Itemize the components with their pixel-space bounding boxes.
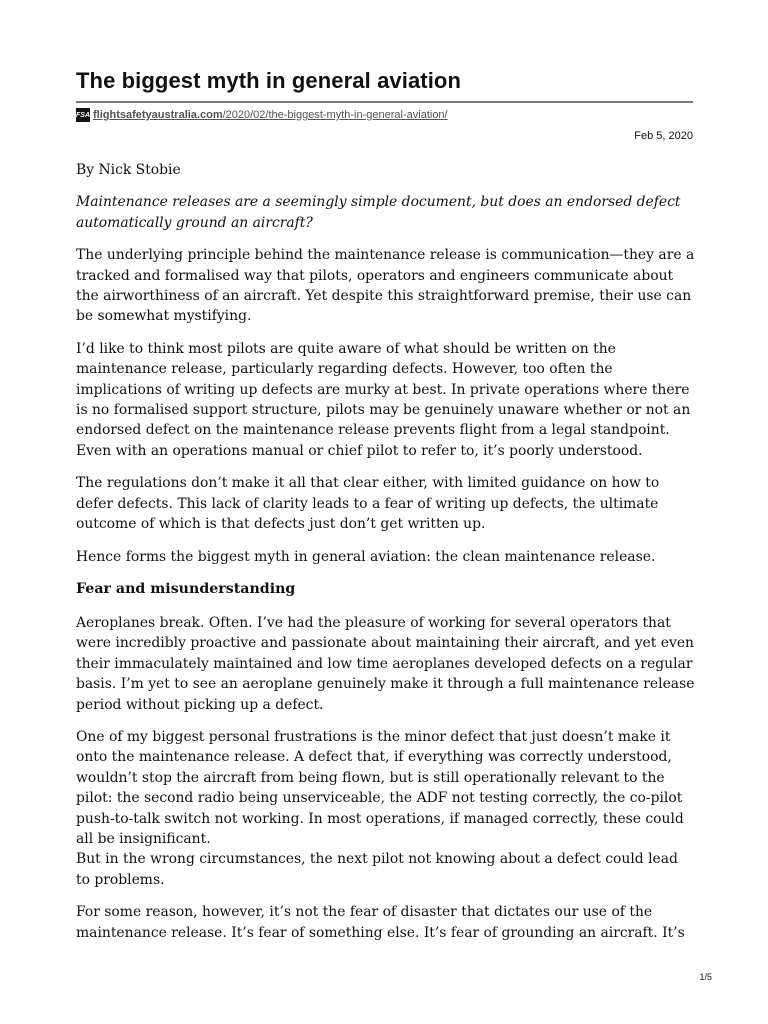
article-body: [76, 160, 696, 955]
lead-paragraph: Maintenance releases are a seemingly simple document, but does an endorsed defect automatically ground an aircraft?: [76, 194, 681, 231]
source-path: /2020/02/the-biggest-myth-in-general-aviation/: [222, 109, 448, 121]
source-line: [76, 108, 448, 122]
paragraph: But in the wrong circumstances, the next pilot not knowing about a defect could lead to problems.: [76, 851, 678, 888]
paragraph: One of my biggest personal frustrations is the minor defect that just doesn’t make it onto the maintenance release. A defect that, if everything was correctly understood, wouldn’t stop the aircraft from being flown, but is still operationally relevant to the pilot: the second radio being unserviceable, the ADF not testing correctly, the co-pilot push-to-talk switch not working. In most operations, if managed correctly, these could all be insignificant.: [76, 728, 684, 847]
title-divider: [76, 101, 693, 103]
page-number: 1/5: [699, 972, 712, 982]
paragraph: Hence forms the biggest myth in general aviation: the clean maintenance release.: [76, 548, 656, 565]
site-logo-icon: FSA: [76, 108, 90, 122]
paragraph: I’d like to think most pilots are quite aware of what should be written on the maintenance release, particularly regarding defects. However, too often the implications of writing up defects are murky at best. In private operations where there is no formalised support structure, pilots may be genuinely unaware whether or not an endorsed defect on the maintenance release prevents flight from a legal standpoint. Even with an operations manual or chief pilot to refer to, it’s poorly understood.: [76, 340, 691, 459]
paragraph: Aeroplanes break. Often. I’ve had the pleasure of working for several operators that were incredibly proactive and passionate about maintaining their aircraft, and yet even their immaculately maintained and low time aeroplanes developed defects on a regular basis. I’m yet to see an aeroplane genuinely make it through a full maintenance release period without picking up a defect.: [76, 614, 695, 713]
source-link[interactable]: [93, 109, 448, 121]
section-heading: Fear and misunderstanding: [76, 580, 296, 597]
source-domain: flightsafetyaustralia.com: [93, 109, 223, 121]
paragraph: The regulations don’t make it all that clear either, with limited guidance on how to defer defects. This lack of clarity leads to a fear of writing up defects, the ultimate outcome of which is that defects just don’t get written up.: [76, 475, 660, 533]
paragraph: The underlying principle behind the maintenance release is communication—they are a tracked and formalised way that pilots, operators and engineers communicate about the airworthiness of an aircraft. Yet despite this straightforward premise, their use can be somewhat mystifying.: [76, 247, 695, 325]
article-title: The biggest myth in general aviation: [76, 68, 462, 93]
article-date: Feb 5, 2020: [634, 130, 693, 142]
byline: By Nick Stobie: [76, 162, 181, 178]
paragraph: For some reason, however, it’s not the fear of disaster that dictates our use of the maintenance release. It’s fear of something else. It’s fear of grounding an aircraft. It’s: [76, 904, 685, 941]
